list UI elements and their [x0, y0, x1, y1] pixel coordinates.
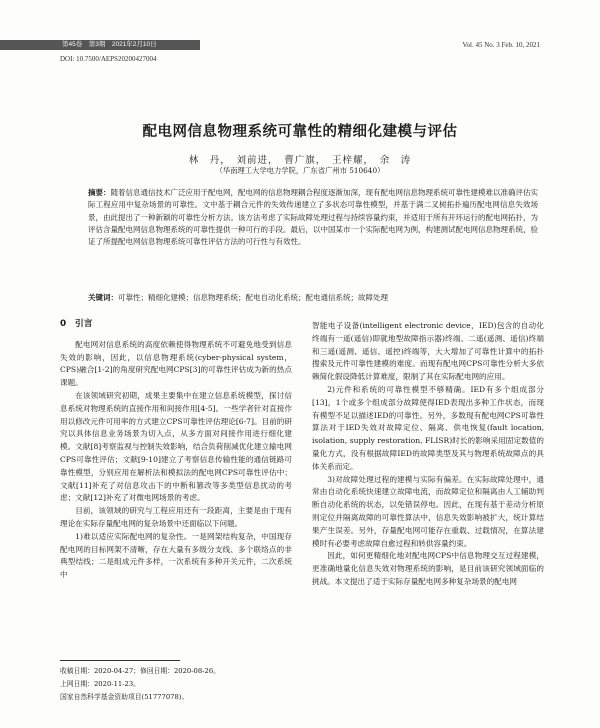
doi: DOI: 10.7500/AEPS20200427004 — [60, 55, 157, 63]
keywords-label: 关键词： — [88, 293, 118, 302]
footnote: 国家自然科学基金资助项目(51777078)。 — [60, 693, 189, 701]
abstract — [88, 187, 538, 248]
footnotes — [60, 665, 295, 704]
paragraph: 目前，该领域的研究与工程应用还有一段距离，主要是由于现有理论在实际存量配电网的复杂场景中还面临以下问题。 — [60, 506, 292, 528]
left-column — [60, 318, 292, 582]
paragraph: 3)对故障处理过程的建模与实际有偏差。在实际故障处理中，通常由自动化系统快速建立故障电流，而故障定位和隔离由人工辅助判断自动化系统的状态，以免错误停电。因此，在现有基于差动分析原则定位并隔离故障的可靠性算法中，信息失效影响被扩大，统计算结果产生误差。另外，存量配电网可能存在重载、过载情况，在算法建模时有必要考虑故障自愈过程和转供容量约束。 — [312, 474, 544, 548]
paragraph: 智能电子设备(intelligent electronic device，IED)包含的自动化终端有一遥(遥信)即就地型故障指示器)终端、二遥(遥测、遥信)终端和三遥(遥测、遥信、遥控)终端等，大大增加了可靠性计算中的拓扑搜索及元件可靠性建模的难度。而现有配电网CPS可靠性分析大多依赖简化假设降低计算难度，限制了其在实际配电网的应用。 — [312, 321, 544, 382]
section-heading: 0 引言 — [60, 319, 93, 329]
footnote: 上网日期：2020-11-23。 — [60, 680, 140, 688]
footnote: 收稿日期：2020-04-27；修回日期：2020-08-26。 — [60, 667, 220, 675]
authors: 林 丹， 刘前进， 曹广旗， 王梓耀， 余 涛 — [188, 155, 412, 166]
paragraph: 2)元件和系统的可靠性模型不够精确。IED有多个组成部分[13]，1个或多个组成部分故障使得IED表现出多种工作状态，而现有模型不足以描述IED的可靠性。另外，多数现有配电网CPS可靠性算法对于IED失效对故障定位、隔离、供电恢复(fault location, isolation, supply restoration, FLISR)时长的影响采用固定数值的量化方式，没有根据故障IED的故障类型及其与物理系统故障点的具体关系而定。 — [312, 384, 544, 471]
paragraph: 配电网对信息系统的高度依赖使得物理系统不可避免地受到信息失效的影响，因此，以信息物理系统(cyber-physical system，CPS)融合[1-2]的角度研究配电网CPS[3]的可靠性评估成为新的热点课题。 — [60, 339, 292, 388]
paragraph: 在该领域研究初期，成果主要集中在建立信息系统模型，探讨信息系统对物理系统的直接作用和间接作用[4-5]。一些学者针对直接作用以修改元件可用率的方式建立CPS可靠性评估理论[6-7]。目前的研究以具体信息业务场景为切入点，从多方面对间接作用进行细化建模。文献[8]考察监视与控制失效影响，结合负荷削减优化建立输电网CPS可靠性评估；文献[9-10]建立了考察信息传输性能的通信链路可靠性模型，分别应用在解析法和模拟法的配电网CPS可靠性评估中；文献[11]补充了对信息攻击下的中断和篡改等多类型信息扰动的考虑；文献[12]补充了对微电网场景的考虑。 — [60, 390, 292, 503]
paragraph: 1)难以适应实际配电网的复杂性。一是网架结构复杂，中国现存配电网的目标网架不清晰，存在大量有多级分支线、多个联络点的非典型结线；二是组成元件多样，一次系统有多种开关元件，二次系统中 — [60, 531, 292, 580]
keywords-text: 可靠性；精细化建模；信息物理系统；配电自动化系统；配电通信系统；故障处理 — [118, 293, 388, 302]
paper-title: 配电网信息物理系统可靠性的精细化建模与评估 — [142, 124, 458, 140]
paragraph: 因此，如何更精细化地对配电网CPS中信息物理交互过程建模，更准确地量化信息失效对物理系统的影响，是目前该研究领域面临的挑战。本文提出了适于实际存量配电网多种复杂场景的配电网 — [312, 551, 544, 586]
footnote-rule — [60, 660, 180, 661]
abstract-label: 摘要： — [88, 188, 111, 197]
keywords — [88, 292, 538, 303]
volume-label: Vol. 45 No. 3 Feb. 10, 2021 — [462, 41, 540, 49]
affiliation: （华南理工大学电力学院，广东省广州市 510640） — [215, 166, 385, 175]
right-column — [312, 320, 544, 589]
abstract-text: 随着信息通信技术广泛应用于配电网，配电网的信息物理耦合程度逐渐加深，现有配电网信息物理系统可靠性建模难以准确评估实际工程应用中复杂场景的可靠性。文中基于耦合元件的失效传递建立了多状态可靠性模型，并基于满二叉树拓扑遍历配电网信息失效场景，由此提出了一种新颖的可靠性分析方法。该方法考虑了实际故障处理过程与持续容量约束，并适用于所有开环运行的配电网拓扑，为评估含量配电网信息物理系统的可靠性提供一种可行的手段。最后，以中国某市一个实际配电网为例，构建测试配电网信息物理系统，验证了所提配电网信息物理系统可靠性评估方法的可行性与有效性。 — [88, 188, 538, 247]
issue-label: 第45卷 第3期 2021年2月10日 — [62, 41, 157, 48]
